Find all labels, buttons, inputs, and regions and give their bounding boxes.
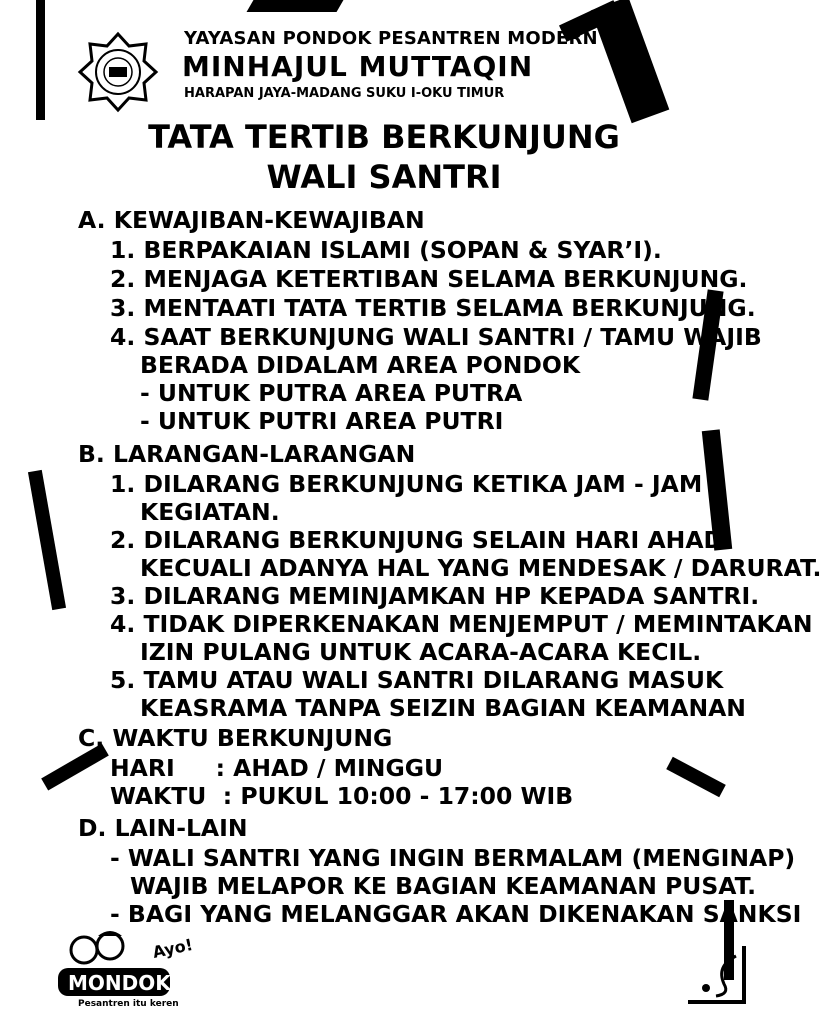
list-item: - UNTUK PUTRA AREA PUTRA [140,379,523,407]
list-item: KECUALI ADANYA HAL YANG MENDESAK / DARURAT. [140,554,821,582]
visit-day: HARI : AHAD / MINGGU [110,754,444,782]
list-item: IZIN PULANG UNTUK ACARA-ACARA KECIL. [140,638,702,666]
list-item: 3. DILARANG MEMINJAMKAN HP KEPADA SANTRI. [110,582,760,610]
foundation-logo [78,32,158,112]
brush-stroke-top [247,0,344,12]
brush-stroke-top-left [36,0,45,120]
list-item: - WALI SANTRI YANG INGIN BERMALAM (MENGINAP) [110,844,796,872]
list-item: 3. MENTAATI TATA TERTIB SELAMA BERKUNJUNG. [110,294,756,322]
list-item: 2. DILARANG BERKUNJUNG SELAIN HARI AHAD [110,526,724,554]
section-c-heading: C. WAKTU BERKUNJUNG [78,724,393,752]
page-subtitle: WALI SANTRI [266,158,502,196]
brush-stroke-right [591,0,670,123]
section-b-heading: B. LARANGAN-LARANGAN [78,440,416,468]
list-item: 4. SAAT BERKUNJUNG WALI SANTRI / TAMU WAJIB [110,323,762,351]
badge-tagline: Pesantren itu keren [78,999,179,1009]
list-item: 2. MENJAGA KETERTIBAN SELAMA BERKUNJUNG. [110,265,748,293]
list-item: 1. DILARANG BERKUNJUNG KETIKA JAM - JAM [110,470,703,498]
list-item: BERADA DIDALAM AREA PONDOK [140,351,581,379]
list-item: 1. BERPAKAIAN ISLAMI (SOPAN & SYAR’I). [110,236,662,264]
list-item: - BAGI YANG MELANGGAR AKAN DIKENAKAN SANKSI [110,900,802,928]
school-name: MINHAJUL MUTTAQIN [182,50,534,83]
list-item: KEGIATAN. [140,498,280,526]
section-d-heading: D. LAIN-LAIN [78,814,248,842]
list-item: KEASRAMA TANPA SEIZIN BAGIAN KEAMANAN [140,694,746,722]
school-address: HARAPAN JAYA-MADANG SUKU I-OKU TIMUR [184,86,505,101]
page-title: TATA TERTIB BERKUNJUNG [148,118,620,156]
badge-word-mondok: MONDOK [68,971,171,995]
section-a-heading: A. KEWAJIBAN-KEWAJIBAN [78,206,425,234]
ayo-mondok-badge [44,928,195,1010]
foundation-name: YAYASAN PONDOK PESANTREN MODERN [184,28,598,49]
badge-word-ayo: Ayo! [150,934,195,962]
brush-stroke-left-mid [28,470,66,610]
list-item: 5. TAMU ATAU WALI SANTRI DILARANG MASUK [110,666,724,694]
list-item: 4. TIDAK DIPERKENAKAN MENJEMPUT / MEMINTAKAN [110,610,813,638]
list-item: WAJIB MELAPOR KE BAGIAN KEAMANAN PUSAT. [130,872,757,900]
list-item: - UNTUK PUTRI AREA PUTRI [140,407,504,435]
visit-time: WAKTU : PUKUL 10:00 - 17:00 WIB [110,782,574,810]
brush-stroke-right-bottom [666,757,726,798]
corner-ornament-icon [686,944,746,1004]
